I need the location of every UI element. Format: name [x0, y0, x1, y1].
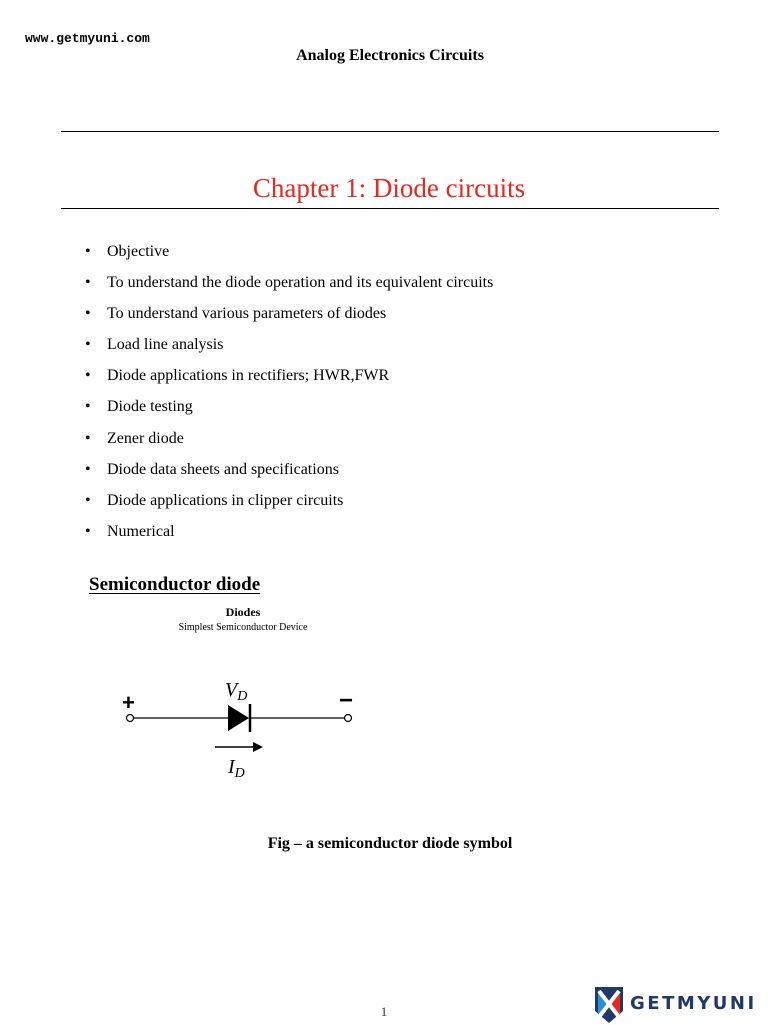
bullet-icon: • [85, 274, 91, 292]
getmyuni-logo-icon [592, 985, 626, 1025]
plus-terminal-label: + [122, 690, 135, 715]
voltage-label: $V_D$ [225, 679, 248, 704]
section-heading: Semiconductor diode [89, 574, 261, 595]
list-item-text: Diode applications in clipper circuits [107, 491, 344, 509]
bullet-icon: • [85, 398, 91, 416]
objectives-list [85, 241, 493, 552]
figure-caption: Fig – a semiconductor diode symbol [267, 835, 513, 852]
list-item-text: Diode applications in rectifiers; HWR,FWR [107, 367, 390, 385]
list-item [85, 490, 493, 521]
list-item-text: Load line analysis [107, 336, 224, 354]
site-url: www.getmyuni.com [25, 31, 150, 46]
list-item [85, 521, 493, 552]
bullet-icon: • [85, 491, 91, 509]
list-item-text: To understand the diode operation and its equivalent circuits [107, 274, 494, 292]
anode-terminal-icon [127, 715, 134, 722]
bullet-icon: • [85, 429, 91, 447]
bullet-icon: • [85, 460, 91, 478]
list-item-text: Diode testing [107, 398, 193, 416]
page-number: 1 [380, 1004, 388, 1019]
list-item [85, 365, 493, 396]
minus-terminal-label: − [339, 687, 354, 714]
logo-text: GETMYUNI [630, 993, 757, 1014]
header-divider [61, 131, 719, 132]
list-item [85, 334, 493, 365]
list-item [85, 396, 493, 427]
cathode-terminal-icon [345, 715, 352, 722]
list-item [85, 272, 493, 303]
bullet-icon: • [85, 522, 91, 540]
getmyuni-logo [592, 985, 762, 1025]
chapter-divider [61, 208, 719, 209]
bullet-icon: • [85, 243, 91, 260]
list-item [85, 241, 493, 272]
list-item-text: Numerical [107, 522, 175, 540]
list-item-text: To understand various parameters of diodes [107, 305, 387, 323]
diagram-subtitle: Simplest Semiconductor Device [178, 622, 308, 633]
list-item-text: Zener diode [107, 429, 184, 447]
bullet-icon: • [85, 336, 91, 354]
diagram-title: Diodes [225, 605, 261, 619]
list-item [85, 459, 493, 490]
diode-symbol-diagram [110, 668, 370, 788]
current-label: $I_D$ [228, 756, 245, 781]
diode-triangle-icon [228, 705, 249, 731]
running-header-title: Analog Electronics Circuits [296, 47, 484, 64]
current-arrow-icon [253, 742, 263, 752]
list-item [85, 303, 493, 334]
list-item-text: Objective [107, 243, 170, 260]
bullet-icon: • [85, 305, 91, 323]
list-item [85, 428, 493, 459]
list-item-text: Diode data sheets and specifications [107, 460, 339, 478]
chapter-title: Chapter 1: Diode circuits [252, 173, 526, 203]
bullet-icon: • [85, 367, 91, 385]
